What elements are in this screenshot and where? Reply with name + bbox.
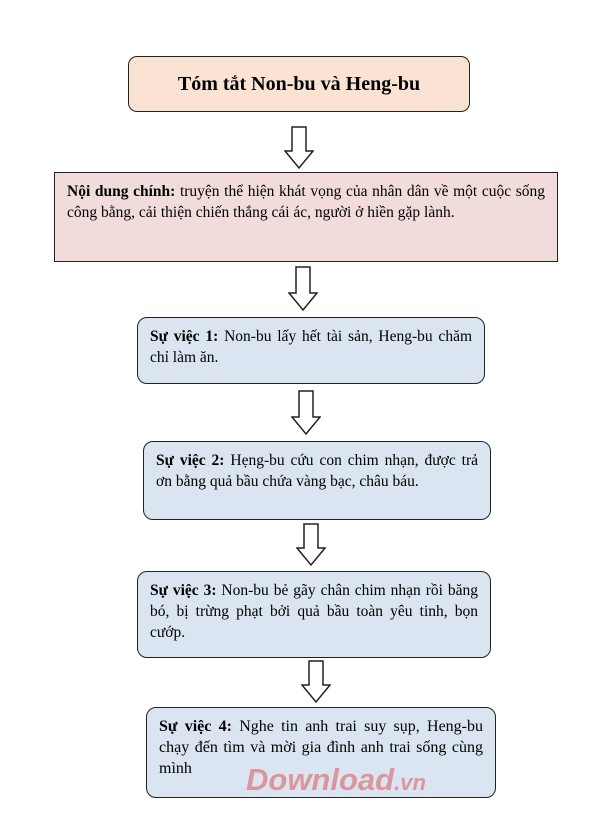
- arrow-down-icon: [291, 390, 321, 436]
- title-box: [128, 56, 470, 112]
- step-2-label: Sự việc 2:: [156, 452, 225, 469]
- step-2-text: Hẹng-bu cứu con chim nhạn, được trả ơn bằng quả bầu chứa vàng bạc, châu báu.: [156, 452, 479, 490]
- watermark-ext: .vn: [394, 770, 426, 795]
- main-content-box: [54, 172, 558, 262]
- main-content-text: truyện thể hiện khát vọng của nhân dân về một cuộc sống công bằng, cải thiện chiến thắng cái ác, người ở hiền gặp lành.: [67, 183, 545, 221]
- step-1-text: Non-bu lấy hết tài sản, Heng-bu chăm chỉ làm ăn.: [150, 328, 473, 366]
- arrow-down-icon: [284, 126, 314, 170]
- step-3-box: [137, 571, 491, 658]
- diagram-title: Tóm tắt Non-bu và Heng-bu: [177, 72, 421, 95]
- step-3-text: Non-bu bẻ gãy chân chim nhạn rồi băng bó, bị trừng phạt bởi quả bầu toàn yêu tinh, bọn cướp.: [150, 582, 478, 641]
- step-4-text: Nghe tin anh trai suy sụp, Heng-bu chạy đến tìm và mời gia đình anh trai sống cùng mình: [159, 718, 483, 777]
- step-4-label: Sự việc 4:: [159, 718, 232, 735]
- step-2-box: [143, 441, 491, 520]
- arrow-down-icon: [301, 660, 331, 704]
- arrow-down-icon: [288, 266, 318, 312]
- arrow-down-icon: [296, 523, 326, 567]
- step-3-label: Sự việc 3:: [150, 582, 217, 599]
- step-1-label: Sự việc 1:: [150, 328, 219, 345]
- watermark-brand: Download: [246, 762, 395, 797]
- main-content-label: Nội dung chính:: [67, 183, 176, 200]
- step-1-box: [137, 317, 485, 384]
- download-watermark: [246, 762, 426, 798]
